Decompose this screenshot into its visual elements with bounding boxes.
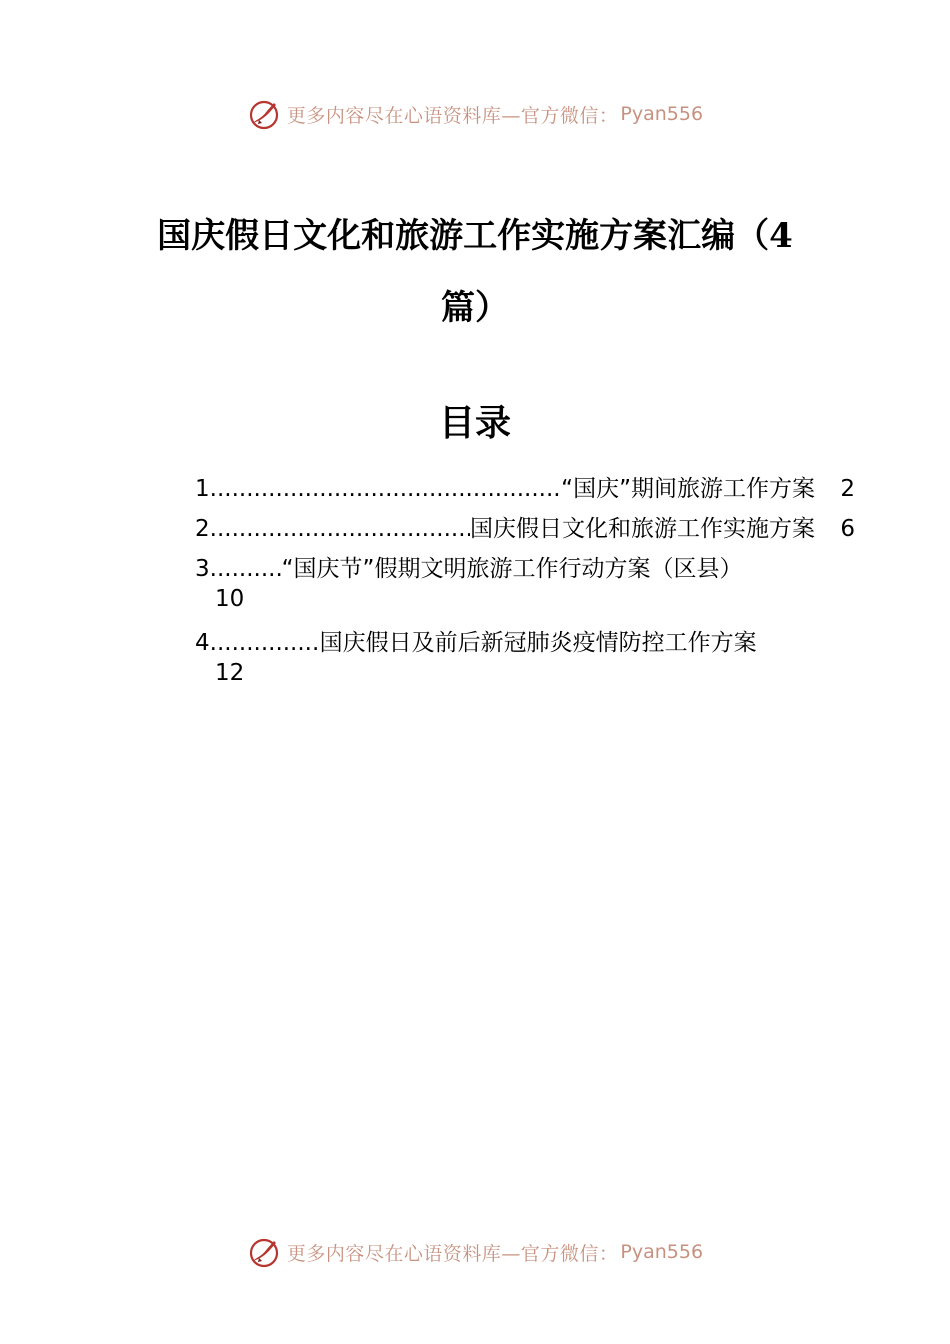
toc-entry-number: 2 xyxy=(195,516,210,542)
watermark-account: Pyan556 xyxy=(620,1241,704,1263)
footer-watermark xyxy=(0,1232,950,1272)
watermark-text: 更多内容尽在心语资料库—官方微信： xyxy=(286,1242,619,1265)
toc-entry-4[interactable] xyxy=(195,626,855,696)
toc-entry-page: 10 xyxy=(215,586,245,612)
toc-entry-1[interactable] xyxy=(195,472,855,512)
toc-leader-dots xyxy=(210,552,282,586)
toc-entry-page: 6 xyxy=(840,516,855,542)
pen-logo-icon xyxy=(247,1235,281,1269)
document-title xyxy=(120,200,830,344)
toc-entry-number: 1 xyxy=(195,476,210,502)
watermark-account: Pyan556 xyxy=(620,103,704,125)
toc-heading: 目录 xyxy=(438,402,511,444)
toc-entry-3[interactable] xyxy=(195,552,855,622)
toc-entry-text: “国庆”期间旅游工作方案 xyxy=(561,476,815,502)
watermark-text: 更多内容尽在心语资料库—官方微信： xyxy=(286,104,619,127)
table-of-contents xyxy=(195,472,855,700)
document-title-line1: 国庆假日文化和旅游工作实施方案汇编（4 xyxy=(157,216,793,256)
document-title-line2: 篇） xyxy=(441,288,509,328)
pen-logo-icon xyxy=(247,97,281,131)
toc-leader-dots xyxy=(210,512,470,546)
toc-leader-dots xyxy=(210,472,562,506)
toc-leader-dots xyxy=(210,626,320,660)
toc-entry-page: 12 xyxy=(215,660,245,686)
toc-entry-page: 2 xyxy=(840,476,855,502)
toc-entry-text: 国庆假日及前后新冠肺炎疫情防控工作方案 xyxy=(319,630,757,656)
toc-entry-text: “国庆节”假期文明旅游工作行动方案（区县） xyxy=(281,556,743,582)
toc-entry-2[interactable] xyxy=(195,512,855,552)
toc-entry-number: 3 xyxy=(195,556,210,582)
header-watermark xyxy=(0,94,950,134)
toc-entry-text: 国庆假日文化和旅游工作实施方案 xyxy=(470,516,815,542)
toc-entry-number: 4 xyxy=(195,630,210,656)
